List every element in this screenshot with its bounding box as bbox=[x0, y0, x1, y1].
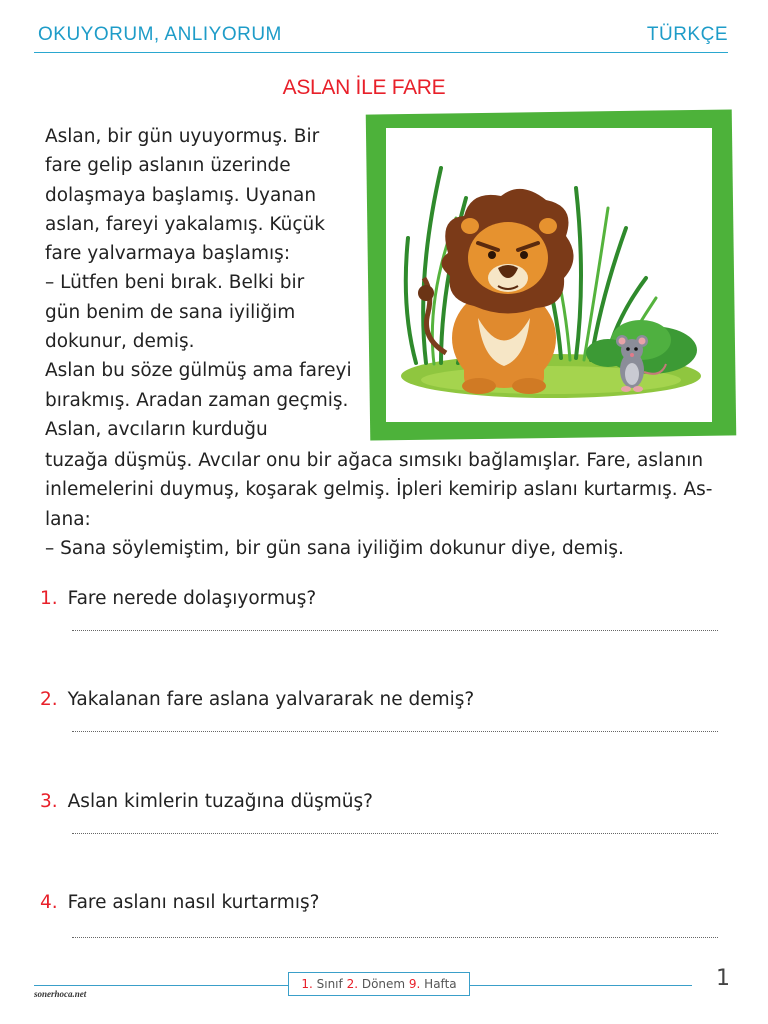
page-header bbox=[34, 22, 728, 53]
lion-mouse-illustration bbox=[386, 128, 712, 422]
story-line: Aslan, bir gün uyuyormuş. Bir bbox=[45, 126, 320, 147]
story-line: bırakmış. Aradan zaman geçmiş. bbox=[45, 389, 349, 411]
question-1 bbox=[40, 588, 316, 609]
story-line: fare gelip aslanın üzerinde bbox=[45, 155, 291, 177]
question-text: Yakalanan fare aslana yalvararak ne demiş? bbox=[67, 689, 475, 710]
story-line: dolaşmaya başlamış. Uyanan bbox=[45, 184, 317, 206]
question-number: 2. bbox=[40, 689, 58, 710]
answer-line-2[interactable] bbox=[72, 731, 718, 732]
answer-line-1[interactable] bbox=[72, 630, 718, 631]
header-section-title: OKUYORUM, ANLIYORUM bbox=[38, 24, 282, 45]
badge-term-num: 2. bbox=[346, 977, 359, 991]
header-subject: TÜRKÇE bbox=[646, 24, 728, 45]
site-watermark: sonerhoca.net bbox=[34, 989, 87, 999]
badge-term-label: Dönem bbox=[358, 977, 409, 991]
answer-line-4[interactable] bbox=[72, 937, 718, 938]
question-text: Fare aslanı nasıl kurtarmış? bbox=[67, 892, 320, 913]
badge-grade-label: Sınıf bbox=[312, 977, 347, 991]
story-line: fare yalvarmaya başlamış: bbox=[45, 243, 291, 265]
story-text-top bbox=[45, 122, 375, 444]
story-line: inlemelerini duymuş, koşarak gelmiş. İpleri kemirip aslanı kurtarmış. As- bbox=[45, 479, 713, 501]
story-line: Aslan bu söze gülmüş ama fareyi bbox=[45, 360, 352, 382]
badge-grade-num: 1. bbox=[301, 977, 313, 991]
question-number: 4. bbox=[40, 892, 58, 913]
question-number: 3. bbox=[40, 791, 58, 812]
story-line: dokunur, demiş. bbox=[45, 331, 195, 353]
badge-week-label: Hafta bbox=[420, 977, 457, 991]
story-line: – Lütfen beni bırak. Belki bir bbox=[45, 272, 305, 294]
page-number: 1 bbox=[716, 966, 730, 991]
story-title: ASLAN İLE FARE bbox=[282, 76, 446, 99]
story-text-bottom bbox=[45, 446, 735, 563]
week-badge bbox=[288, 972, 470, 996]
story-line: tuzağa düşmüş. Avcılar onu bir ağaca sımsıkı bağlamışlar. Fare, aslanın bbox=[45, 450, 704, 471]
question-number: 1. bbox=[40, 588, 58, 609]
question-text: Aslan kimlerin tuzağına düşmüş? bbox=[67, 791, 373, 812]
story-line: lana: bbox=[45, 508, 91, 530]
question-2 bbox=[40, 689, 474, 710]
question-text: Fare nerede dolaşıyormuş? bbox=[67, 588, 317, 609]
illustration-svg bbox=[386, 128, 712, 422]
question-3 bbox=[40, 791, 373, 812]
story-line: Aslan, avcıların kurduğu bbox=[45, 418, 268, 440]
story-line: – Sana söylemiştim, bir gün sana iyiliğim dokunur diye, demiş. bbox=[45, 537, 624, 559]
story-line: gün benim de sana iyiliğim bbox=[45, 301, 296, 323]
badge-week-num: 9. bbox=[408, 977, 421, 991]
answer-line-3[interactable] bbox=[72, 833, 718, 834]
question-4 bbox=[40, 892, 319, 913]
story-line: aslan, fareyi yakalamış. Küçük bbox=[45, 213, 325, 235]
